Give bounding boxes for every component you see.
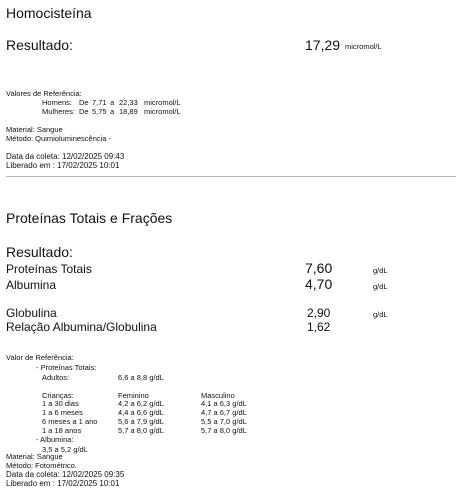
child-fem: 4,4 a 6,6 g/dL [118, 408, 164, 417]
child-fem: 4,2 a 6,2 g/dL [118, 399, 164, 408]
result-value: 2,90 [307, 306, 331, 320]
col-criancas: Crianças: [42, 391, 74, 400]
child-masc: 5,5 a 7,0 g/dL [201, 417, 247, 426]
child-fem: 5,6 a 7,9 g/dL [118, 417, 164, 426]
proteinas-data-coleta: Data da coleta: 12/02/2025 09:35 [6, 470, 125, 479]
ref-a: a [110, 98, 115, 107]
adultos-label: Adultos: [42, 373, 70, 382]
ref-a: a [110, 107, 115, 116]
proteinas-ref-title: Valor de Referência: [6, 353, 74, 362]
child-masc: 4,1 a 6,3 g/dL [201, 399, 247, 408]
proteinas-ref-sub-totais: - Proteínas Totais: [36, 363, 97, 372]
adultos-value: 6,6 a 8,8 g/dL [118, 373, 164, 382]
result-label: Proteínas Totais [6, 262, 92, 276]
proteinas-liberado: Liberado em : 17/02/2025 10:01 [6, 479, 120, 488]
result-value: 4,70 [305, 276, 333, 292]
homocisteina-data-coleta: Data da coleta: 12/02/2025 09:43 [6, 152, 125, 161]
ref-unit: micromol/L [144, 107, 181, 116]
ref-to: 18,89 [119, 107, 138, 116]
child-age: 1 a 30 dias [42, 399, 79, 408]
homocisteina-material: Material: Sangue [6, 125, 63, 134]
homocisteina-ref-title: Valores de Referência: [6, 89, 82, 98]
result-value: 1,62 [307, 320, 331, 334]
ref-group: Mulheres: [42, 107, 75, 116]
child-fem: 5,7 a 8,0 g/dL [118, 426, 164, 435]
result-label: Relação Albumina/Globulina [6, 320, 157, 334]
child-age: 6 meses a 1 ano [42, 417, 98, 426]
result-label: Globulina [6, 306, 57, 320]
proteinas-ref-sub-albumina: - Albumina: [36, 435, 74, 444]
child-age: 1 a 18 anos [42, 426, 82, 435]
result-unit: g/dL [373, 310, 388, 319]
result-unit: g/dL [373, 266, 388, 275]
proteinas-result-label: Resultado: [6, 244, 73, 260]
col-feminino: Feminino [118, 391, 149, 400]
ref-from: 7,71 [92, 98, 107, 107]
proteinas-title: Proteínas Totais e Frações [6, 210, 173, 226]
albumina-ref: 3,5 a 5,2 g/dL [42, 445, 88, 454]
ref-to: 22,33 [119, 98, 138, 107]
section-divider [6, 176, 456, 177]
proteinas-material: Material: Sangue [6, 452, 63, 461]
homocisteina-metodo: Método: Quimioluminescência - [6, 134, 112, 143]
ref-unit: micromol/L [144, 98, 181, 107]
ref-de: De [79, 98, 89, 107]
result-unit: g/dL [373, 282, 388, 291]
result-value: 7,60 [305, 260, 333, 276]
homocisteina-result-unit: micromol/L [345, 42, 382, 51]
child-age: 1 a 6 meses [42, 408, 83, 417]
child-masc: 5,7 a 8,0 g/dL [201, 426, 247, 435]
ref-group: Homens: [42, 98, 73, 107]
ref-from: 5,75 [92, 107, 107, 116]
ref-de: De [79, 107, 89, 116]
proteinas-metodo: Método: Fotométrico. [6, 461, 77, 470]
homocisteina-title: Homocisteína [6, 5, 92, 21]
child-masc: 4,7 a 6,7 g/dL [201, 408, 247, 417]
result-label: Albumina [6, 278, 57, 292]
col-masculino: Masculino [201, 391, 235, 400]
homocisteina-liberado: Liberado em : 17/02/2025 10:01 [6, 161, 120, 170]
homocisteina-result-value: 17,29 [305, 37, 341, 53]
homocisteina-result-label: Resultado: [6, 37, 73, 53]
